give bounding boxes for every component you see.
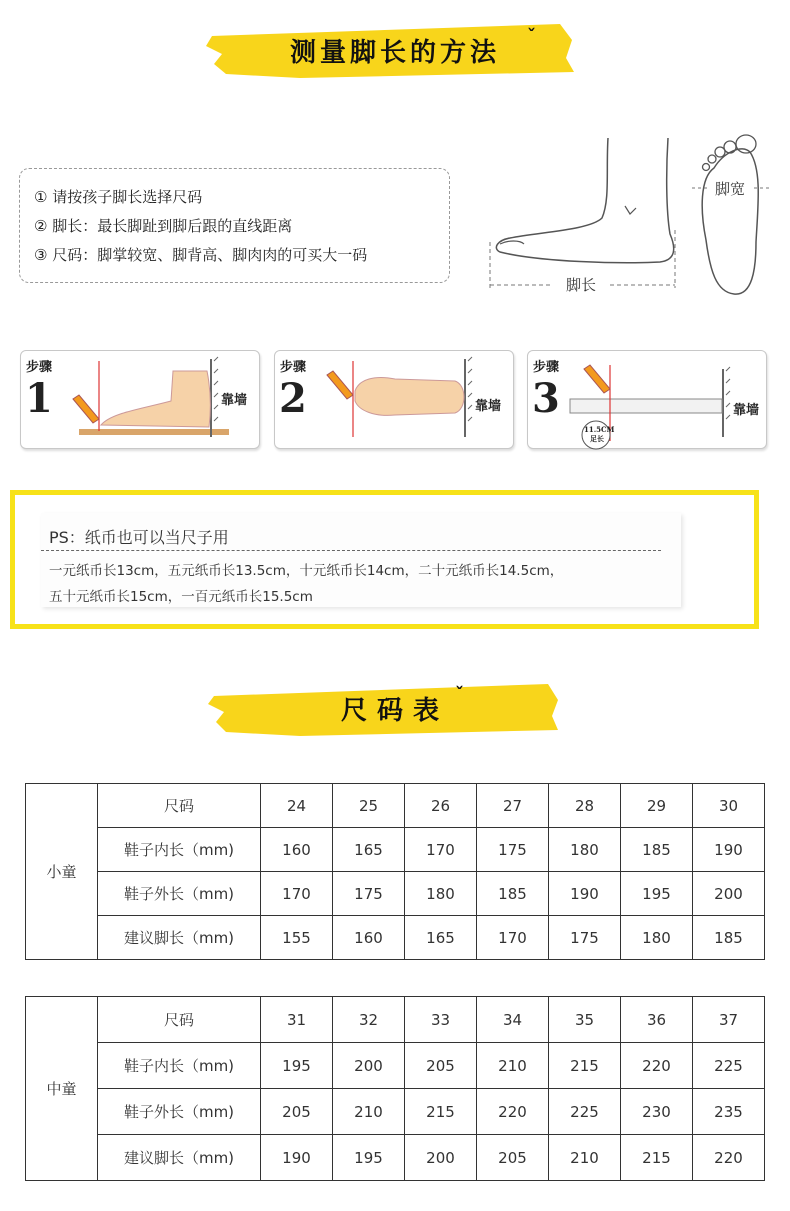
cell: 33: [405, 997, 477, 1043]
step-2-wall-label: 靠墙: [475, 399, 502, 414]
step-1-word: 步骤: [26, 360, 53, 375]
cell: 180: [621, 916, 693, 960]
group-label: 中童: [26, 997, 98, 1181]
cell: 195: [261, 1043, 333, 1089]
cell: 205: [477, 1135, 549, 1181]
cell: 35: [549, 997, 621, 1043]
step-3-wall-label: 靠墙: [733, 403, 760, 418]
step-3-number: 3: [532, 375, 560, 422]
cell: 170: [261, 872, 333, 916]
ps-inner-card: [41, 513, 681, 607]
ps-banknote-box: [10, 490, 759, 629]
cell: 225: [549, 1089, 621, 1135]
cell: 220: [693, 1135, 765, 1181]
row-label: 建议脚长（mm): [98, 1135, 261, 1181]
row-label: 建议脚长（mm): [98, 916, 261, 960]
cell: 34: [477, 997, 549, 1043]
cell: 190: [693, 828, 765, 872]
cell: 30: [693, 784, 765, 828]
step-3-word: 步骤: [533, 360, 560, 375]
instruction-3: ③ 尺码：脚掌较宽、脚背高、脚肉肉的可买大一码: [34, 246, 368, 264]
step-3-illustration: [528, 351, 768, 450]
foot-width-label: 脚宽: [715, 180, 746, 198]
cell: 195: [621, 872, 693, 916]
cell: 215: [549, 1043, 621, 1089]
row-label: 鞋子内长（mm): [98, 1043, 261, 1089]
cell: 185: [621, 828, 693, 872]
instruction-1: ① 请按孩子脚长选择尺码: [34, 188, 203, 206]
cell: 195: [333, 1135, 405, 1181]
cell: 25: [333, 784, 405, 828]
cell: 205: [405, 1043, 477, 1089]
cell: 210: [477, 1043, 549, 1089]
ps-divider: [41, 550, 661, 551]
cell: 175: [333, 872, 405, 916]
size-title-banner: 尺码表 ˇ: [0, 672, 790, 742]
cell: 26: [405, 784, 477, 828]
foot-length-label: 脚长: [566, 276, 597, 294]
foot-outline-icon: [480, 130, 780, 300]
cell: 210: [549, 1135, 621, 1181]
ps-line-2: 五十元纸币长15cm，一百元纸币长15.5cm: [49, 589, 313, 605]
cell: 160: [261, 828, 333, 872]
cell: 205: [261, 1089, 333, 1135]
cell: 31: [261, 997, 333, 1043]
cell: 210: [333, 1089, 405, 1135]
cell: 200: [405, 1135, 477, 1181]
cell: 165: [333, 828, 405, 872]
cell: 37: [693, 997, 765, 1043]
cell: 175: [477, 828, 549, 872]
step-1-wall-label: 靠墙: [221, 393, 248, 408]
ruler-note-bottom: 足长: [590, 435, 604, 443]
cell: 190: [261, 1135, 333, 1181]
row-label: 鞋子外长（mm): [98, 1089, 261, 1135]
step-card-3: [527, 350, 767, 449]
cell: 220: [621, 1043, 693, 1089]
size-table-small: [25, 783, 765, 960]
ruler-note-top: 11.5CM: [584, 425, 615, 434]
cell: 180: [405, 872, 477, 916]
step-2-number: 2: [279, 375, 307, 422]
cell: 235: [693, 1089, 765, 1135]
cell: 36: [621, 997, 693, 1043]
cell: 200: [693, 872, 765, 916]
step-1-number: 1: [25, 375, 53, 422]
cell: 230: [621, 1089, 693, 1135]
cell: 160: [333, 916, 405, 960]
size-table-medium: [25, 996, 765, 1181]
cell: 170: [477, 916, 549, 960]
instructions-box: [19, 168, 450, 283]
ps-line-1: 一元纸币长13cm，五元纸币长13.5cm，十元纸币长14cm，二十元纸币长14.5cm，: [49, 563, 564, 579]
method-title-banner: 测量脚长的方法 ˇ: [0, 14, 790, 84]
ps-title: PS：纸币也可以当尺子用: [49, 528, 229, 547]
cell: 165: [405, 916, 477, 960]
cell: 28: [549, 784, 621, 828]
cell: 32: [333, 997, 405, 1043]
cell: 185: [477, 872, 549, 916]
row-label: 鞋子外长（mm): [98, 872, 261, 916]
cell: 215: [621, 1135, 693, 1181]
cell: 225: [693, 1043, 765, 1089]
cell: 185: [693, 916, 765, 960]
cell: 200: [333, 1043, 405, 1089]
cell: 220: [477, 1089, 549, 1135]
row-label: 鞋子内长（mm): [98, 828, 261, 872]
cell: 155: [261, 916, 333, 960]
group-label: 小童: [26, 784, 98, 960]
row-label: 尺码: [98, 784, 261, 828]
step-card-1: [20, 350, 260, 449]
cell: 215: [405, 1089, 477, 1135]
cell: 24: [261, 784, 333, 828]
size-title: 尺码表: [340, 696, 449, 726]
instruction-2: ② 脚长：最长脚趾到脚后跟的直线距离: [34, 217, 293, 235]
foot-measure-diagram: [480, 130, 780, 300]
cell: 170: [405, 828, 477, 872]
step-card-2: [274, 350, 514, 449]
method-title: 测量脚长的方法: [289, 38, 500, 68]
step-2-word: 步骤: [280, 360, 307, 375]
cell: 175: [549, 916, 621, 960]
row-label: 尺码: [98, 997, 261, 1043]
cell: 190: [549, 872, 621, 916]
cell: 27: [477, 784, 549, 828]
cell: 180: [549, 828, 621, 872]
cell: 29: [621, 784, 693, 828]
